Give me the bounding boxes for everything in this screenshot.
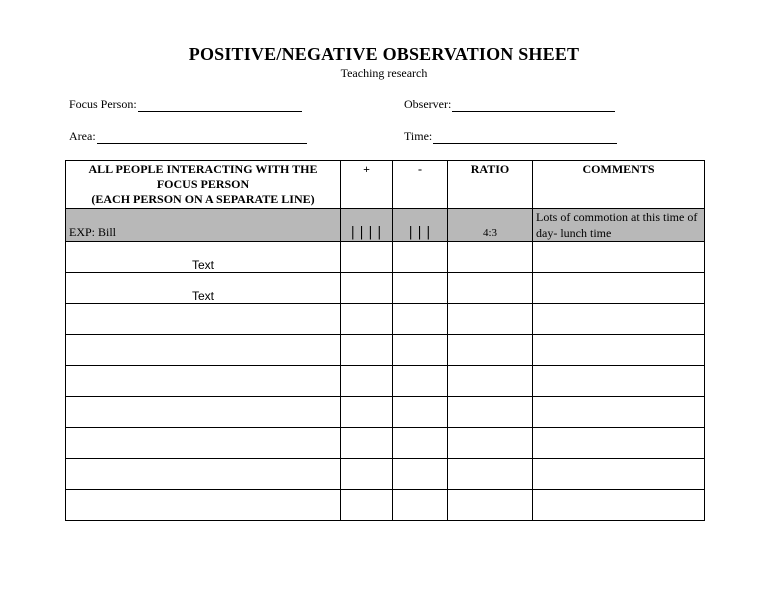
- example-negative-tally: |||: [393, 209, 448, 242]
- comments-cell[interactable]: [533, 366, 705, 397]
- example-row: [66, 209, 705, 242]
- observer-label: Observer:: [404, 97, 452, 111]
- ratio-cell[interactable]: [448, 490, 533, 521]
- focus-person-label: Focus Person:: [69, 97, 137, 111]
- comments-cell[interactable]: [533, 335, 705, 366]
- table-row: [66, 397, 705, 428]
- column-header-comments: COMMENTS: [533, 161, 705, 209]
- focus-person-blank[interactable]: [138, 99, 302, 112]
- column-header-people: [66, 161, 341, 209]
- time-label: Time:: [404, 129, 433, 143]
- column-header-people-line: (EACH PERSON ON A SEPARATE LINE): [91, 192, 315, 206]
- positive-cell[interactable]: [341, 335, 393, 366]
- person-cell[interactable]: [66, 490, 341, 521]
- person-cell[interactable]: [66, 397, 341, 428]
- negative-cell[interactable]: [393, 428, 448, 459]
- person-cell[interactable]: [66, 366, 341, 397]
- positive-cell[interactable]: [341, 459, 393, 490]
- observation-table: [65, 160, 705, 521]
- comments-cell[interactable]: [533, 397, 705, 428]
- person-cell[interactable]: [66, 304, 341, 335]
- table-row: [66, 304, 705, 335]
- positive-cell[interactable]: [341, 366, 393, 397]
- comments-cell[interactable]: [533, 490, 705, 521]
- person-cell[interactable]: [66, 335, 341, 366]
- column-header-people-line: FOCUS PERSON: [156, 177, 250, 191]
- comments-cell[interactable]: [533, 459, 705, 490]
- area-field[interactable]: [69, 129, 307, 144]
- negative-cell[interactable]: [393, 490, 448, 521]
- positive-cell[interactable]: [341, 428, 393, 459]
- column-header-people-line: ALL PEOPLE INTERACTING WITH THE: [88, 162, 318, 176]
- person-cell[interactable]: Text: [66, 242, 341, 273]
- ratio-cell[interactable]: [448, 397, 533, 428]
- ratio-cell[interactable]: [448, 335, 533, 366]
- ratio-cell[interactable]: [448, 366, 533, 397]
- ratio-cell[interactable]: [448, 304, 533, 335]
- example-person: EXP: Bill: [66, 209, 341, 242]
- person-cell[interactable]: [66, 428, 341, 459]
- area-blank[interactable]: [97, 131, 307, 144]
- table-header-row: [66, 161, 705, 209]
- positive-cell[interactable]: [341, 490, 393, 521]
- negative-cell[interactable]: [393, 459, 448, 490]
- positive-cell[interactable]: [341, 273, 393, 304]
- positive-cell[interactable]: [341, 242, 393, 273]
- person-cell[interactable]: Text: [66, 273, 341, 304]
- ratio-cell[interactable]: [448, 428, 533, 459]
- example-comment: Lots of commotion at this time of day- lunch time: [533, 209, 705, 242]
- negative-cell[interactable]: [393, 397, 448, 428]
- example-ratio: 4:3: [448, 209, 533, 242]
- time-blank[interactable]: [433, 131, 617, 144]
- ratio-cell[interactable]: [448, 273, 533, 304]
- table-row: [66, 366, 705, 397]
- observer-field[interactable]: [404, 97, 615, 112]
- observer-blank[interactable]: [452, 99, 615, 112]
- ratio-cell[interactable]: [448, 459, 533, 490]
- area-label: Area:: [69, 129, 96, 143]
- table-row: [66, 490, 705, 521]
- time-field[interactable]: [404, 129, 617, 144]
- negative-cell[interactable]: [393, 366, 448, 397]
- example-positive-tally: ||||: [341, 209, 393, 242]
- focus-person-field[interactable]: [69, 97, 302, 112]
- negative-cell[interactable]: [393, 335, 448, 366]
- table-row: [66, 242, 705, 273]
- table-row: [66, 459, 705, 490]
- negative-cell[interactable]: [393, 304, 448, 335]
- comments-cell[interactable]: [533, 428, 705, 459]
- sheet-title: POSITIVE/NEGATIVE OBSERVATION SHEET: [188, 44, 580, 64]
- column-header-positive: +: [341, 161, 393, 209]
- comments-cell[interactable]: [533, 273, 705, 304]
- positive-cell[interactable]: [341, 304, 393, 335]
- table-row: [66, 335, 705, 366]
- negative-cell[interactable]: [393, 273, 448, 304]
- column-header-negative: -: [393, 161, 448, 209]
- positive-cell[interactable]: [341, 397, 393, 428]
- sheet-subtitle: Teaching research: [340, 66, 428, 80]
- column-header-ratio: RATIO: [448, 161, 533, 209]
- comments-cell[interactable]: [533, 242, 705, 273]
- ratio-cell[interactable]: [448, 242, 533, 273]
- person-cell[interactable]: [66, 459, 341, 490]
- table-row: [66, 273, 705, 304]
- comments-cell[interactable]: [533, 304, 705, 335]
- negative-cell[interactable]: [393, 242, 448, 273]
- table-row: [66, 428, 705, 459]
